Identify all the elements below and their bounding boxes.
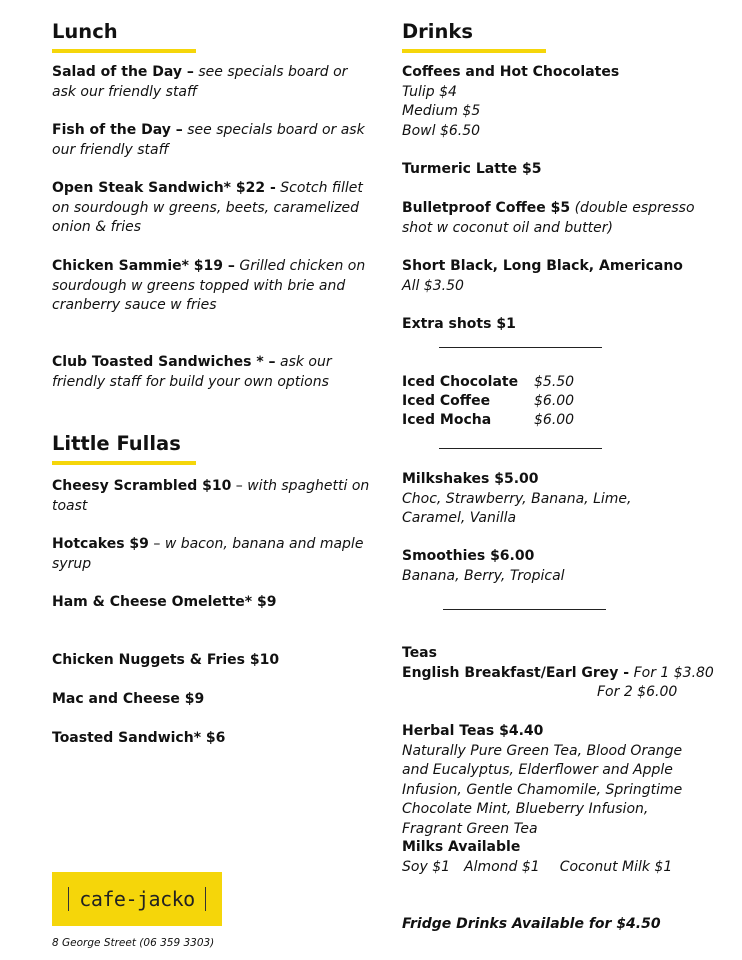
item-price: $6.00 bbox=[534, 412, 575, 428]
smoothies bbox=[402, 547, 722, 586]
item-name: Iced Coffee bbox=[402, 393, 491, 409]
item-name: Smoothies $6.00 bbox=[402, 548, 535, 564]
herbal-teas bbox=[402, 722, 710, 839]
little-fullas-heading-underline bbox=[52, 461, 196, 465]
item-desc: see specials board or ask our friendly staff bbox=[52, 64, 348, 100]
iced-drink-row bbox=[402, 392, 702, 412]
coffee-size: Medium $5 bbox=[402, 103, 481, 119]
milk-option: Coconut Milk $1 bbox=[559, 858, 673, 875]
item-desc: Grilled chicken on sourdough w greens topped with brie and cranberry sauce w fries bbox=[52, 258, 366, 313]
teas-title: Teas bbox=[402, 645, 437, 661]
drinks-heading-underline bbox=[402, 49, 546, 53]
item-price: $5.50 bbox=[534, 374, 575, 390]
menu-item-nuggets: Chicken Nuggets & Fries $10 bbox=[52, 652, 280, 668]
menu-item-cheesy-scrambled bbox=[52, 477, 372, 516]
teas bbox=[402, 644, 722, 703]
item-desc: see specials board or ask our friendly staff bbox=[52, 122, 365, 158]
item-desc: (double espresso shot w coconut oil and butter) bbox=[402, 200, 695, 236]
item-name: Cheesy Scrambled $10 bbox=[52, 478, 232, 494]
item-name: Open Steak Sandwich* $22 - bbox=[52, 180, 276, 196]
divider bbox=[439, 347, 602, 348]
item-desc: Scotch fillet on sourdough w greens, beets, caramelized onion & fries bbox=[52, 180, 363, 235]
item-name: Milkshakes $5.00 bbox=[402, 471, 539, 487]
coffees-title: Coffees and Hot Chocolates bbox=[402, 64, 620, 80]
item-desc: Naturally Pure Green Tea, Blood Orange and Eucalyptus, Elderflower and Apple Infusion, Gentle Chamomile, Springtime Chocolate Mint, Blueberry Infusion, Fragrant Green Tea bbox=[402, 742, 683, 837]
logo-text: cafe-jacko bbox=[68, 887, 206, 911]
item-name: Iced Chocolate bbox=[402, 374, 519, 390]
coffee-size: Tulip $4 bbox=[402, 83, 457, 100]
fridge-drinks: Fridge Drinks Available for $4.50 bbox=[402, 916, 661, 932]
item-name: Iced Mocha bbox=[402, 412, 492, 428]
item-desc: Choc, Strawberry, Banana, Lime, Caramel, Vanilla bbox=[402, 490, 632, 526]
item-name: Bulletproof Coffee $5 bbox=[402, 200, 571, 216]
coffees-section bbox=[402, 63, 722, 141]
item-sep: – bbox=[148, 536, 165, 552]
divider bbox=[439, 448, 602, 449]
item-price: $6.00 bbox=[534, 393, 575, 409]
item-desc: ask our friendly staff for build your own options bbox=[52, 354, 332, 390]
item-name: Milks Available bbox=[402, 839, 521, 855]
bulletproof-coffee bbox=[402, 199, 707, 238]
black-coffees bbox=[402, 257, 722, 296]
coffee-size: Bowl $6.50 bbox=[402, 122, 481, 139]
menu-item-club-toasted bbox=[52, 353, 372, 392]
address: 8 George Street (06 359 3303) bbox=[52, 937, 215, 949]
extra-shots: Extra shots $1 bbox=[402, 316, 516, 332]
menu-item-chicken-sammie bbox=[52, 257, 372, 316]
item-name: Hotcakes $9 bbox=[52, 536, 149, 552]
item-name: Chicken Sammie* $19 – bbox=[52, 258, 235, 274]
menu-item-salad bbox=[52, 63, 372, 102]
item-name: Fish of the Day – bbox=[52, 122, 183, 138]
cafe-logo bbox=[52, 872, 222, 926]
item-price: For 2 $6.00 bbox=[597, 684, 678, 700]
iced-drink-row bbox=[402, 411, 702, 431]
item-desc: Banana, Berry, Tropical bbox=[402, 567, 565, 584]
milks-available bbox=[402, 838, 722, 877]
item-desc: w bacon, banana and maple syrup bbox=[52, 536, 364, 572]
item-name: Short Black, Long Black, Americano bbox=[402, 258, 683, 274]
item-sep: – bbox=[231, 478, 248, 494]
lunch-heading-underline bbox=[52, 49, 196, 53]
little-fullas-heading: Little Fullas bbox=[52, 432, 181, 455]
item-name: Herbal Teas $4.40 bbox=[402, 723, 544, 739]
item-price: For 1 $3.80 bbox=[633, 664, 714, 681]
menu-item-omelette: Ham & Cheese Omelette* $9 bbox=[52, 594, 277, 610]
item-price: All $3.50 bbox=[402, 277, 464, 294]
item-name: Club Toasted Sandwiches * – bbox=[52, 354, 276, 370]
menu-item-steak-sandwich bbox=[52, 179, 372, 238]
menu-item-toasted-sandwich: Toasted Sandwich* $6 bbox=[52, 730, 226, 746]
milk-option: Almond $1 bbox=[464, 858, 540, 875]
lunch-heading: Lunch bbox=[52, 20, 118, 43]
menu-item-fish bbox=[52, 121, 372, 160]
drinks-heading: Drinks bbox=[402, 20, 473, 43]
turmeric-latte: Turmeric Latte $5 bbox=[402, 161, 542, 177]
milk-option: Soy $1 bbox=[402, 858, 451, 875]
iced-drink-row bbox=[402, 373, 702, 393]
divider bbox=[443, 609, 606, 610]
item-name: English Breakfast/Earl Grey - bbox=[402, 664, 630, 681]
menu-item-mac-cheese: Mac and Cheese $9 bbox=[52, 691, 205, 707]
item-name: Salad of the Day – bbox=[52, 64, 194, 80]
item-desc: with spaghetti on toast bbox=[52, 478, 370, 514]
milkshakes bbox=[402, 470, 692, 529]
menu-item-hotcakes bbox=[52, 535, 372, 574]
